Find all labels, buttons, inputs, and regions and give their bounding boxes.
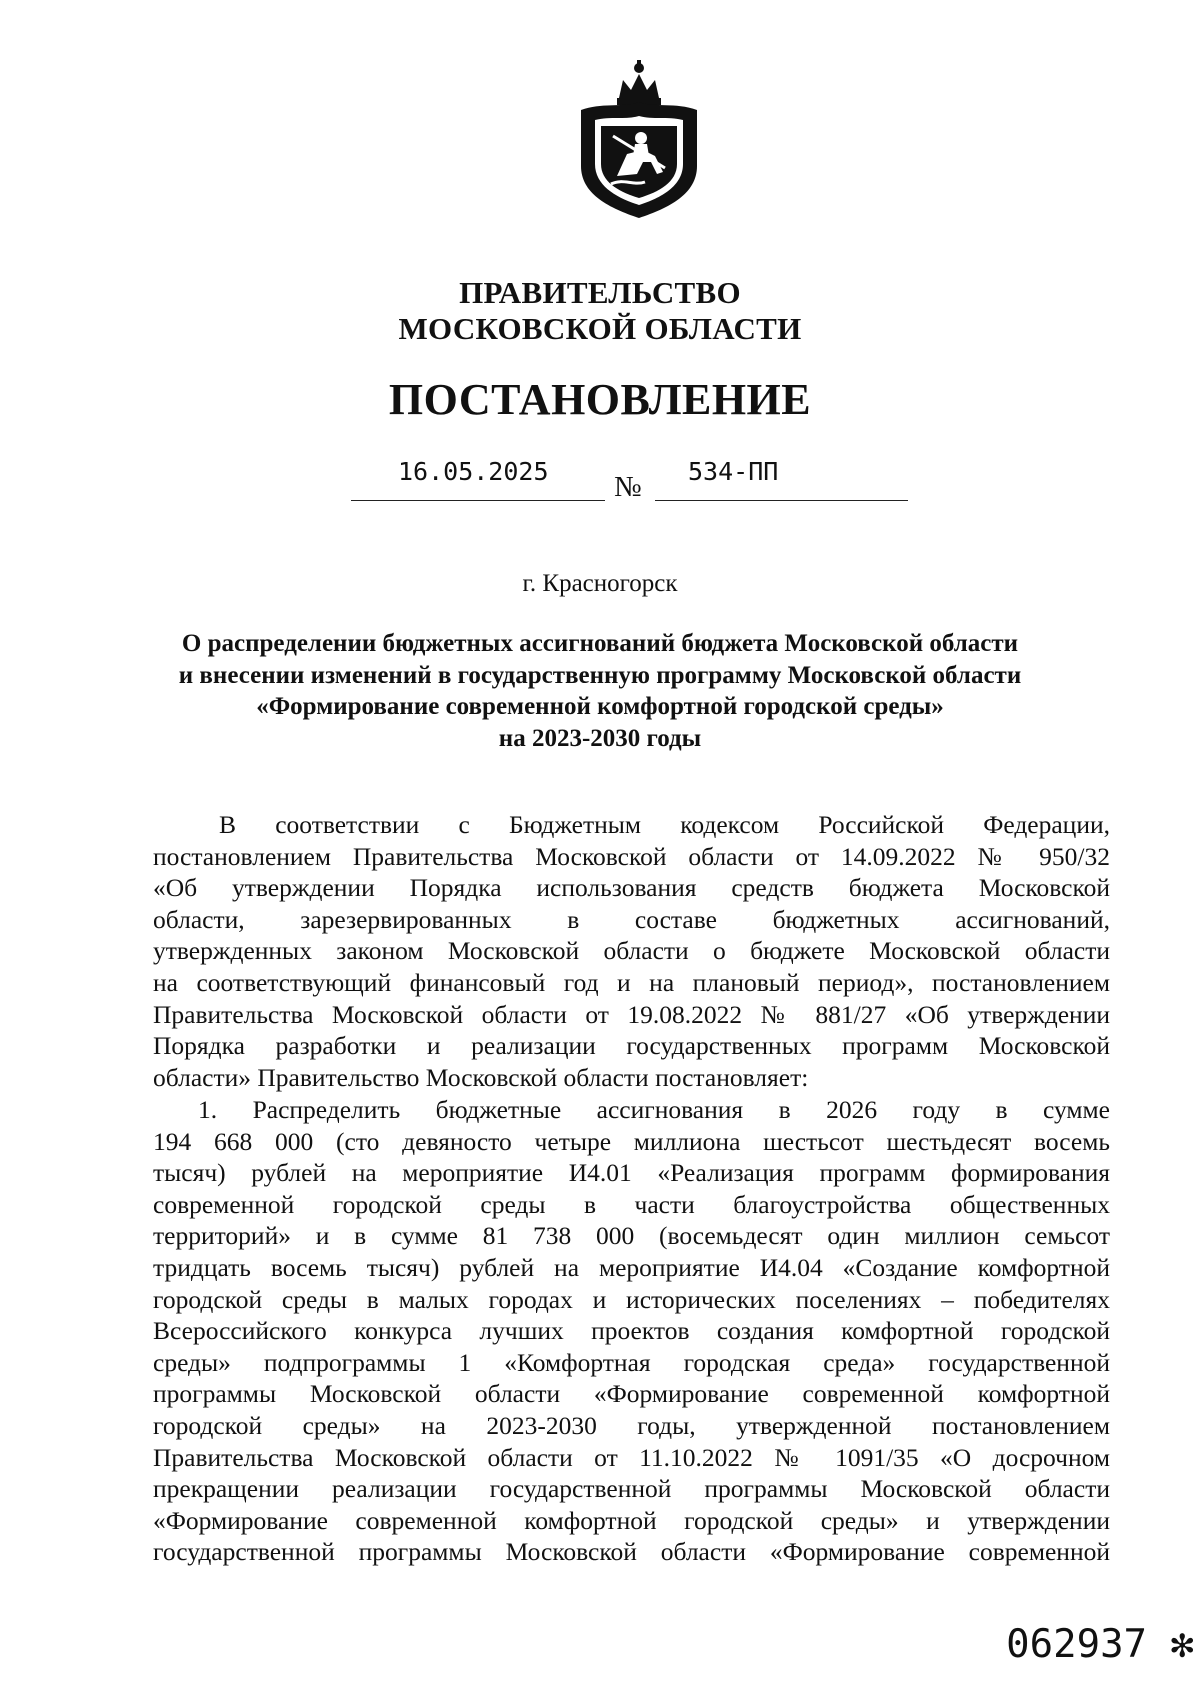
clause-1-paragraph xyxy=(153,1094,1110,1568)
text-line: 194 668 000 (сто девяносто четыре миллиона шестьсот шестьдесят восемь xyxy=(153,1126,1110,1156)
date-underline xyxy=(351,500,605,501)
text-line: государственной программы Московской области «Формирование современной xyxy=(153,1537,1110,1567)
coat-of-arms-icon xyxy=(573,58,705,220)
document-date: 16.05.2025 xyxy=(398,457,549,486)
document-number: 534-ПП xyxy=(688,457,779,486)
text-line: тридцать восемь тысяч) рублей на мероприятие И4.04 «Создание комфортной xyxy=(153,1252,1110,1282)
text-line: Всероссийского конкурса лучших проектов создания комфортной городской xyxy=(153,1316,1110,1346)
text-line: Правительства Московской области от 11.10.2022 № 1091/35 «О досрочном xyxy=(153,1442,1110,1472)
form-serial-number: 062937 ✻ xyxy=(1006,1622,1194,1667)
text-line: программы Московской области «Формирование современной комфортной xyxy=(153,1379,1110,1409)
place-of-issue: г. Красногорск xyxy=(522,570,678,597)
text-line: В соответствии с Бюджетным кодексом Российской Федерации, xyxy=(219,810,1110,839)
title-line: О распределении бюджетных ассигнований бюджета Московской области xyxy=(181,630,1019,657)
number-sign: № xyxy=(614,471,642,503)
text-line: городской среды» на 2023-2030 годы, утвержденной постановлением xyxy=(153,1410,1110,1440)
preamble-paragraph xyxy=(153,809,1110,1093)
text-line: территорий» и в сумме 81 738 000 (восемьдесят один миллион семьсот xyxy=(153,1221,1110,1251)
text-line: «Об утверждении Порядка использования средств бюджета Московской xyxy=(153,873,1110,903)
authority-name-line2: МОСКОВСКОЙ ОБЛАСТИ xyxy=(398,311,802,346)
text-line: прекращении реализации государственной программы Московской области xyxy=(153,1474,1110,1504)
document-title xyxy=(100,628,1100,754)
number-underline xyxy=(655,500,908,501)
authority-name-line1: ПРАВИТЕЛЬСТВО xyxy=(459,275,741,310)
text-line: «Формирование современной комфортной городской среды» и утверждении xyxy=(153,1505,1110,1535)
text-line: 1. Распределить бюджетные ассигнования в 2026 году в сумме xyxy=(198,1095,1110,1124)
text-line: тысяч) рублей на мероприятие И4.01 «Реализация программ формирования xyxy=(153,1158,1110,1188)
text-line: области» Правительство Московской области постановляет: xyxy=(153,1062,809,1092)
text-line: утвержденных законом Московской области о бюджете Московской области xyxy=(153,936,1110,966)
title-line: «Формирование современной комфортной городской среды» xyxy=(256,693,944,720)
title-line: на 2023-2030 годы xyxy=(498,724,702,752)
text-line: области, зарезервированных в составе бюджетных ассигнований, xyxy=(153,904,1110,934)
text-line: на соответствующий финансовый год и на плановый период», постановлением xyxy=(153,967,1110,997)
text-line: Порядка разработки и реализации государственных программ Московской xyxy=(153,1031,1110,1061)
text-line: среды» подпрограммы 1 «Комфортная городская среда» государственной xyxy=(153,1347,1110,1377)
text-line: современной городской среды в части благоустройства общественных xyxy=(153,1189,1110,1219)
text-line: постановлением Правительства Московской области от 14.09.2022 № 950/32 xyxy=(153,841,1110,871)
text-line: городской среды в малых городах и исторических поселениях – победителях xyxy=(153,1284,1110,1314)
title-line: и внесении изменений в государственную программу Московской области xyxy=(178,661,1022,689)
text-line: Правительства Московской области от 19.08.2022 № 881/27 «Об утверждении xyxy=(153,999,1110,1029)
document-type-heading: ПОСТАНОВЛЕНИЕ xyxy=(388,375,812,424)
